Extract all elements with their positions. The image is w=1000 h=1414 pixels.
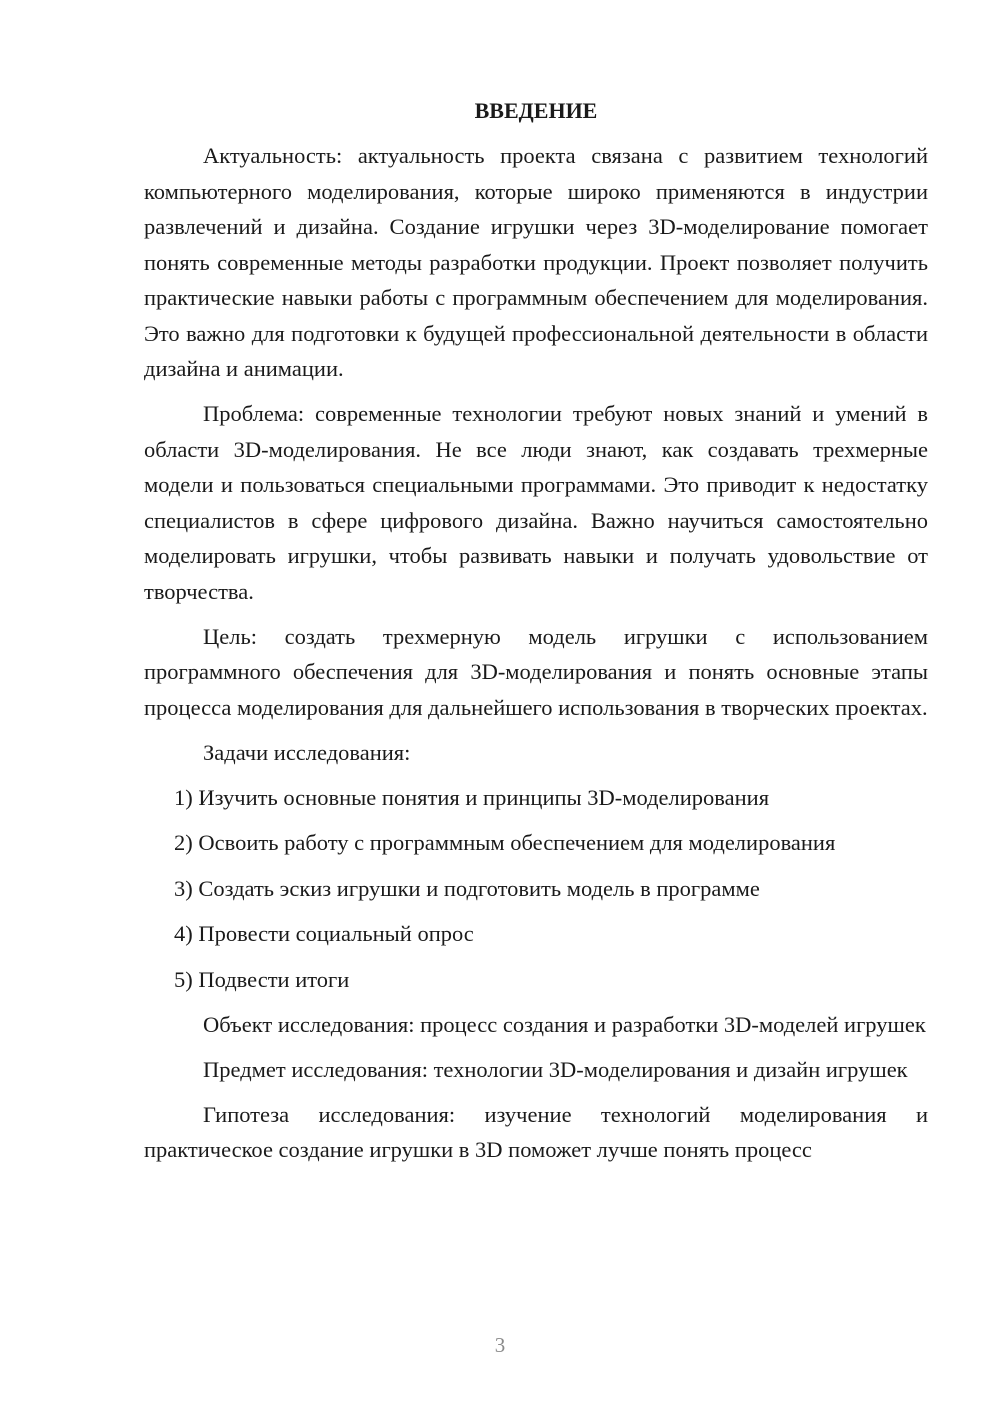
tasks-heading: Задачи исследования: bbox=[203, 739, 411, 765]
task-item: 2) Освоить работу с программным обеспечением для моделирования bbox=[174, 830, 836, 855]
task-item: 1) Изучить основные понятия и принципы 3D-моделирования bbox=[174, 784, 770, 810]
goal-paragraph: Цель: создать трехмерную модель игрушки с использованием программного обеспечения для 3D-моделирования и понять основные этапы процесса моделирования для дальнейшего использования в творческих проектах. bbox=[144, 623, 928, 720]
object-paragraph: Объект исследования: процесс создания и разработки 3D-моделей игрушек bbox=[203, 1011, 926, 1037]
task-item: 4) Провести социальный опрос bbox=[174, 921, 474, 946]
problem-paragraph: Проблема: современные технологии требуют новых знаний и умений в области 3D-моделирования. Не все люди знают, как создавать трехмерные модели и пользоваться специальными программами. Это приводит к недостатку специалистов в сфере цифрового дизайна. Важно научиться самостоятельно моделировать игрушки, чтобы развивать навыки и получать удовольствие от творчества. bbox=[144, 401, 928, 604]
hypothesis-paragraph: Гипотеза исследования: изучение технологий моделирования и практическое создание игрушки в 3D поможет лучше понять процесс bbox=[144, 1101, 928, 1162]
document-page bbox=[144, 90, 928, 1177]
tasks-list bbox=[174, 780, 928, 998]
page-number: 3 bbox=[494, 1333, 506, 1357]
page-title: ВВЕДЕНИЕ bbox=[474, 98, 598, 123]
subject-paragraph: Предмет исследования: технологии 3D-моделирования и дизайн игрушек bbox=[203, 1056, 908, 1082]
relevance-paragraph: Актуальность: актуальность проекта связана с развитием технологий компьютерного моделирования, которые широко применяются в индустрии развлечений и дизайна. Создание игрушки через 3D-моделирование помогает понять современные методы разработки продукции. Проект позволяет получить практические навыки работы с программным обеспечением для моделирования. Это важно для подготовки к будущей профессиональной деятельности в области дизайна и анимации. bbox=[144, 143, 928, 381]
task-item: 3) Создать эскиз игрушки и подготовить модель в программе bbox=[174, 875, 760, 901]
task-item: 5) Подвести итоги bbox=[174, 966, 350, 992]
